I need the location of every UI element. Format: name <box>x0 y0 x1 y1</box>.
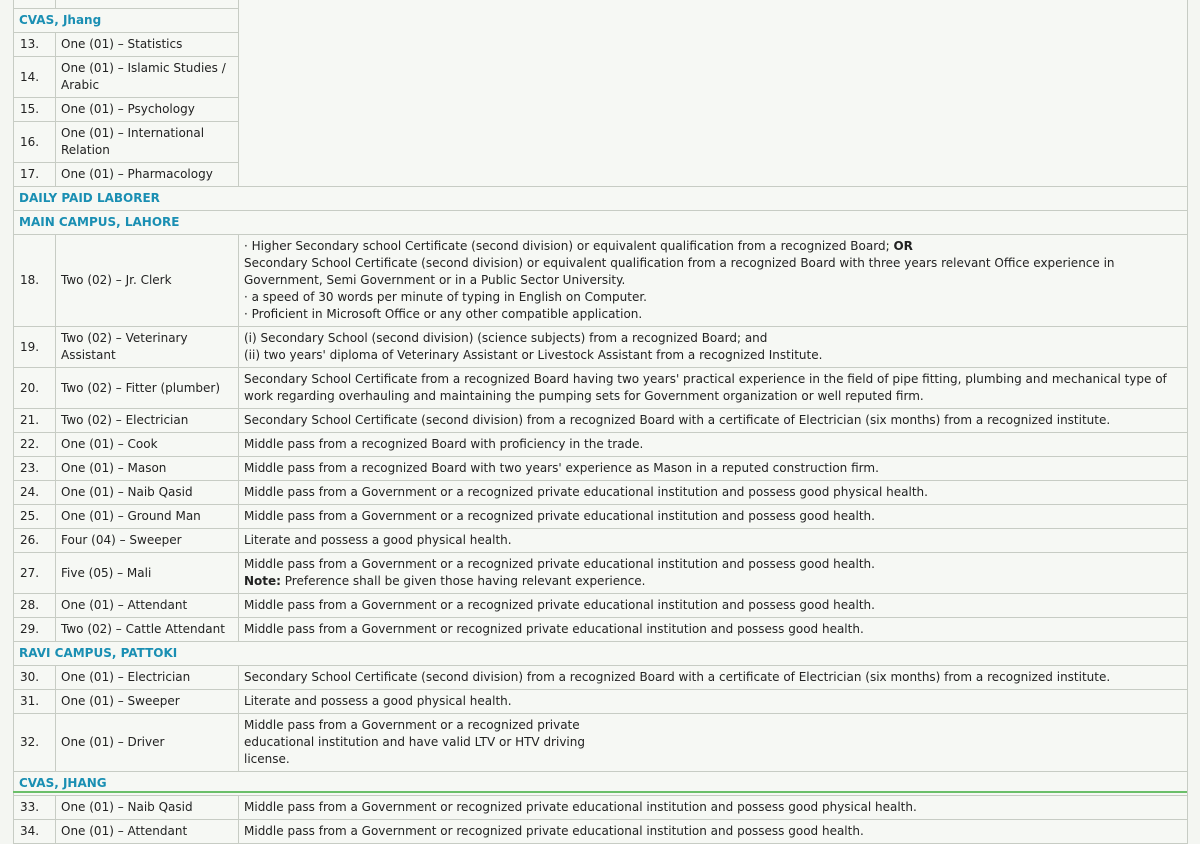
table-row <box>14 618 1188 642</box>
qualification-line: · Proficient in Microsoft Office or any other compatible application. <box>244 307 643 321</box>
qualification-line: · a speed of 30 words per minute of typing in English on Computer. <box>244 290 647 304</box>
recruitment-table <box>13 0 1188 844</box>
post-name: Four (04) – Sweeper <box>56 529 239 553</box>
qualification: Middle pass from a Government or a recognized private educational institution and possess good physical health. <box>239 481 1188 505</box>
table-row <box>14 327 1188 368</box>
post-name: One (01) – Mason <box>56 457 239 481</box>
table-row <box>14 433 1188 457</box>
table-row <box>14 666 1188 690</box>
table-row <box>14 481 1188 505</box>
table-row <box>14 529 1188 553</box>
qualification-line: Middle pass from a Government or a recognized private educational institution and possess good health. <box>244 557 875 571</box>
bottom-divider <box>13 791 1187 793</box>
row-number: 18. <box>14 235 56 327</box>
post-name: One (01) – Driver <box>56 714 239 772</box>
qualification: Secondary School Certificate (second division) from a recognized Board with a certificate of Electrician (six months) from a recognized institute. <box>239 666 1188 690</box>
row-number: 26. <box>14 529 56 553</box>
row-number: 15. <box>14 98 56 122</box>
post-name: One (01) – Electrician <box>56 666 239 690</box>
row-number: 31. <box>14 690 56 714</box>
post-name: One (01) – Attendant <box>56 820 239 844</box>
section-title: DAILY PAID LABORER <box>14 187 1188 211</box>
table-row <box>14 594 1188 618</box>
post-name: One (01) – Pharmacology <box>56 163 239 187</box>
qualification-line: Middle pass from a Government or a recognized private <box>244 718 580 732</box>
post-name: One (01) – Sweeper <box>56 690 239 714</box>
row-number: 16. <box>14 122 56 163</box>
post-name: One (01) – Islamic Studies / Arabic <box>56 57 239 98</box>
row-number: 13. <box>14 33 56 57</box>
qualification <box>239 327 1188 368</box>
qualification: Middle pass from a Government or a recognized private educational institution and possess good health. <box>239 594 1188 618</box>
row-number: 22. <box>14 433 56 457</box>
row-number: 21. <box>14 409 56 433</box>
section-title: CVAS, Jhang <box>14 9 239 33</box>
qualification-line: (ii) two years' diploma of Veterinary Assistant or Livestock Assistant from a recognized Institute. <box>244 348 823 362</box>
empty-cell <box>239 0 1188 187</box>
qualification: Secondary School Certificate from a recognized Board having two years' practical experience in the field of pipe fitting, plumbing and mechanical type of work regarding overhauling and maintaining the pumping sets for Government organization or well reputed firm. <box>239 368 1188 409</box>
row-number: 20. <box>14 368 56 409</box>
post-name: One (01) – International Relation <box>56 122 239 163</box>
post-name: Two (02) – Cattle Attendant <box>56 618 239 642</box>
qualification: Middle pass from a Government or recognized private educational institution and possess good health. <box>239 618 1188 642</box>
qualification-line: educational institution and have valid LTV or HTV driving <box>244 735 585 749</box>
row-number: 34. <box>14 820 56 844</box>
post-name: One (01) – Cook <box>56 433 239 457</box>
qualification: Literate and possess a good physical health. <box>239 529 1188 553</box>
post-name: One (01) – Naib Qasid <box>56 796 239 820</box>
table-row <box>14 714 1188 772</box>
row-number: 17. <box>14 163 56 187</box>
row-number: 25. <box>14 505 56 529</box>
table-row <box>14 235 1188 327</box>
table-row <box>14 553 1188 594</box>
qualification-line: (i) Secondary School (second division) (science subjects) from a recognized Board; and <box>244 331 768 345</box>
row-number: 33. <box>14 796 56 820</box>
row-number: 28. <box>14 594 56 618</box>
qualification: Literate and possess a good physical health. <box>239 690 1188 714</box>
post-name: Two (02) – Electrician <box>56 409 239 433</box>
post-name: One (01) – Statistics <box>56 33 239 57</box>
section-header-daily-paid <box>14 187 1188 211</box>
post-name: One (01) – Psychology <box>56 98 239 122</box>
table-row <box>14 409 1188 433</box>
row-number: 27. <box>14 553 56 594</box>
qualification <box>239 235 1188 327</box>
table-row <box>14 690 1188 714</box>
section-title: MAIN CAMPUS, LAHORE <box>14 211 1188 235</box>
table-row <box>14 368 1188 409</box>
qualification: Middle pass from a Government or recognized private educational institution and possess good health. <box>239 820 1188 844</box>
recruitment-table-container <box>13 0 1187 844</box>
qualification: Middle pass from a Government or recognized private educational institution and possess good physical health. <box>239 796 1188 820</box>
table-row <box>14 820 1188 844</box>
row-number: 14. <box>14 57 56 98</box>
qualification-line: license. <box>244 752 290 766</box>
qualification <box>239 553 1188 594</box>
section-header-main-campus <box>14 211 1188 235</box>
qualification: Secondary School Certificate (second division) from a recognized Board with a certificate of Electrician (six months) from a recognized institute. <box>239 409 1188 433</box>
note-text: Preference shall be given those having relevant experience. <box>280 574 646 588</box>
qualification-line: Secondary School Certificate (second division) or equivalent qualification from a recognized Board with three years relevant Office experience in Government, Semi Government or in a Public Sector University. <box>244 256 1115 287</box>
table-row <box>14 796 1188 820</box>
post-name: One (01) – Ground Man <box>56 505 239 529</box>
post-name: Five (05) – Mali <box>56 553 239 594</box>
post-name: Two (02) – Jr. Clerk <box>56 235 239 327</box>
row-number: 30. <box>14 666 56 690</box>
section-title: CVAS, JHANG <box>14 772 1188 796</box>
row-number: 24. <box>14 481 56 505</box>
note-label: Note: <box>244 574 281 588</box>
post-name: Two (02) – Fitter (plumber) <box>56 368 239 409</box>
qualification <box>239 714 1188 772</box>
row-number: 29. <box>14 618 56 642</box>
post-name: One (01) – Naib Qasid <box>56 481 239 505</box>
qualification: Middle pass from a Government or a recognized private educational institution and possess good health. <box>239 505 1188 529</box>
qualification: Middle pass from a recognized Board with proficiency in the trade. <box>239 433 1188 457</box>
post-name: Two (02) – Veterinary Assistant <box>56 327 239 368</box>
qualification: Middle pass from a recognized Board with two years' experience as Mason in a reputed construction firm. <box>239 457 1188 481</box>
table-row <box>14 457 1188 481</box>
row-number: 23. <box>14 457 56 481</box>
table-row <box>14 0 1188 9</box>
or-label: OR <box>893 239 913 253</box>
qualification-line: · Higher Secondary school Certificate (second division) or equivalent qualification from a recognized Board; <box>244 239 894 253</box>
section-title: RAVI CAMPUS, PATTOKI <box>14 642 1188 666</box>
post-name: One (01) – Attendant <box>56 594 239 618</box>
table-row <box>14 505 1188 529</box>
row-number: 32. <box>14 714 56 772</box>
section-header-ravi-campus <box>14 642 1188 666</box>
row-number: 19. <box>14 327 56 368</box>
